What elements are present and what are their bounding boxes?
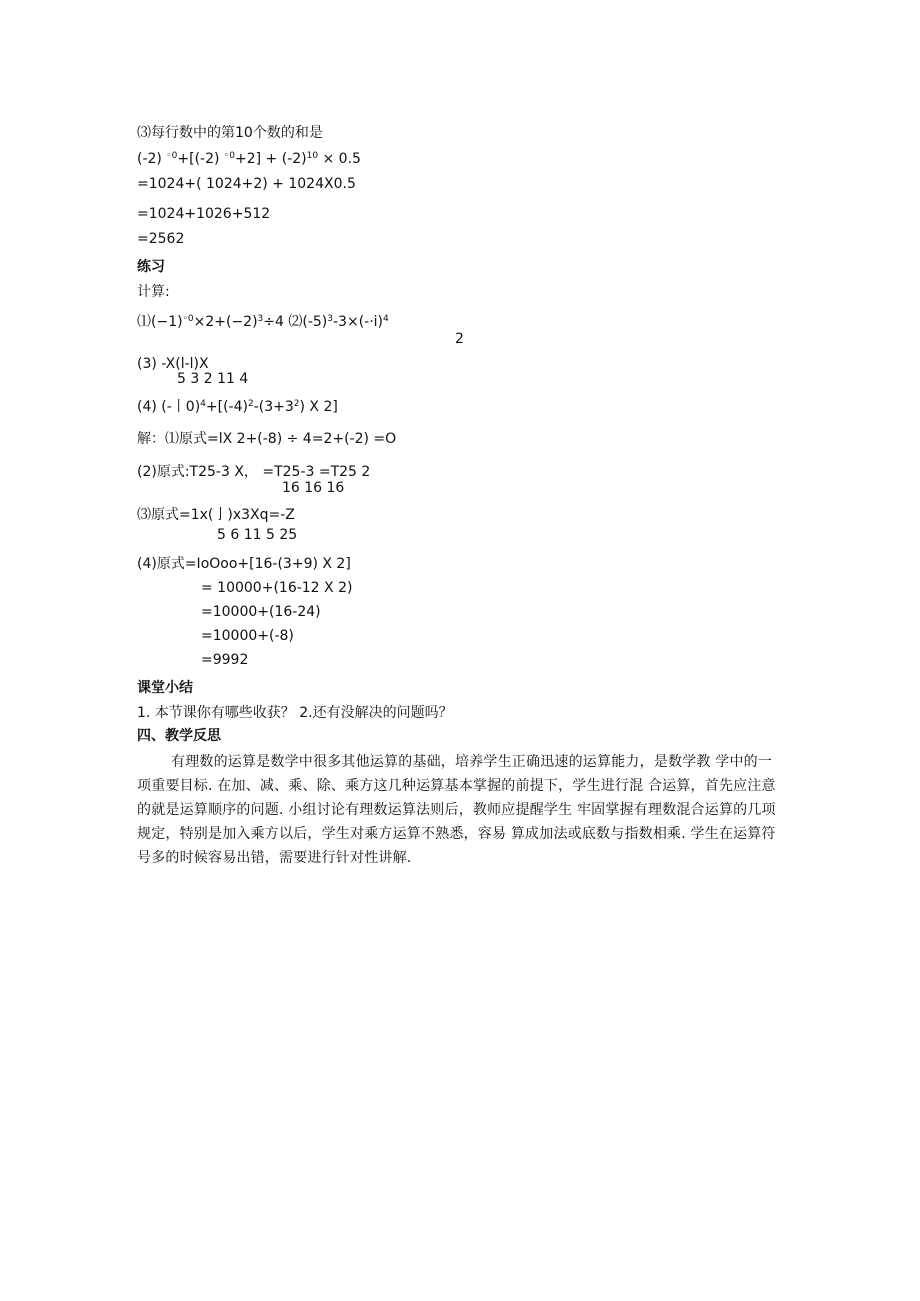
practice-question-3-denominators: 5 3 2 11 4 xyxy=(177,371,249,387)
practice-question-2-denominator: 2 xyxy=(455,331,464,347)
practice-question-4: (4) (-丨$0)^4+[(-4)^2-(3+3^2)$ X 2] xyxy=(137,399,338,415)
reflection-paragraph: 有理数的运算是数学中很多其他运算的基础，培养学生正确迅速的运算能力，是数学教 学中的一项重要目标. 在加、减、乘、除、乘方这几种运算基本掌握的前提下，学生进行混 合运算，首先应注意的就是运算顺序的问题. 小组讨论有理数运算法则后，教师应提醒学生 牢固掌握有理数混合运算的几项规定，特别是加入乘方以后，学生对乘方运算不熟悉，容易 算成加法或底数与指数相乘. 学生在运算符号多的时候容易出错，需要进行针对性讲解. xyxy=(137,754,776,866)
example3-step2: =1024+1026+512 xyxy=(137,206,271,222)
solution-3-denominators: 5 6 11 5 25 xyxy=(217,527,298,543)
solution-2: (2)原式:T25-3 X， =T25-3 =T25 2 xyxy=(137,464,371,480)
practice-question-3: (3) -X(l-l)X xyxy=(137,356,209,372)
summary-line: 1. 本节课你有哪些收获？ 2.还有没解决的问题吗？ xyxy=(137,705,453,721)
reflection-heading: 四、教学反思 xyxy=(137,728,221,744)
example3-step1: =1024+( 1024+2) + 1024X0.5 xyxy=(137,176,356,192)
practice-question-1-2: $⑴(-1)^{◦0}\times 2+(-2)^3\div 4$ $⑵(-5)^3-3\times(-\cdot i)^4$ xyxy=(137,314,389,330)
practice-prompt: 计算: xyxy=(137,284,170,300)
example3-intro: ⑶每行数中的第10个数的和是 xyxy=(137,125,323,141)
solution-4: (4)原式=IoOoo+[16-(3+9) X 2] xyxy=(137,556,351,572)
solution-4-step2: =10000+(16-24) xyxy=(201,604,321,620)
solution-3: ⑶原式=1x(亅)x3Xq=-Z xyxy=(137,507,295,523)
practice-heading: 练习 xyxy=(137,259,165,275)
example3-step3: =2562 xyxy=(137,231,185,247)
solution-4-step1: = 10000+(16-12 X 2) xyxy=(201,580,353,596)
solution-2-denominators: 16 16 16 xyxy=(282,480,345,496)
summary-heading: 课堂小结 xyxy=(137,680,193,696)
example3-expression: (-2) $^{◦0}$+[(-2) $^{◦0}+2] + (-2)^{10} \times 0.5$ xyxy=(137,151,361,167)
solution-4-step4: =9992 xyxy=(201,652,249,668)
solution-1: 解：⑴原式=lX 2+(-8) ÷ 4=2+(-2) =O xyxy=(137,431,397,447)
solution-4-step3: =10000+(-8) xyxy=(201,628,294,644)
